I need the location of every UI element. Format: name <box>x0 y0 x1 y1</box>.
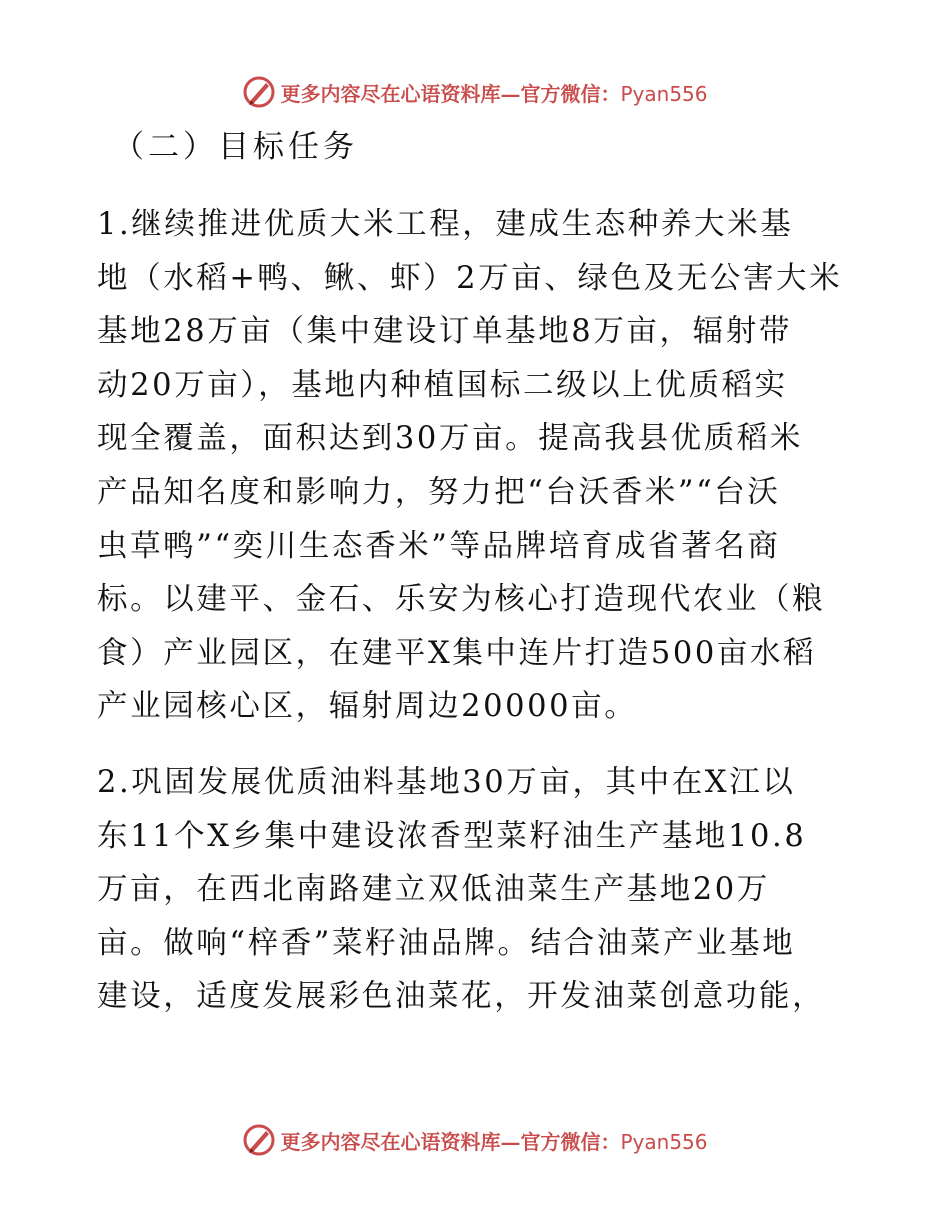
text-line: 东11个X乡集中建设浓香型菜籽油生产基地10.8 <box>97 818 807 854</box>
footer-watermark <box>0 1120 950 1160</box>
pen-logo-icon <box>242 75 276 109</box>
text-line: 建设，适度发展彩色油菜花，开发油菜创意功能， <box>97 979 826 1015</box>
text-line: 基地28万亩（集中建设订单基地8万亩，辐射带 <box>97 314 792 350</box>
text-line: 动20万亩），基地内种植国标二级以上优质稻实 <box>97 367 788 403</box>
text-line: 1.继续推进优质大米工程，建成生态种养大米基 <box>97 207 794 242</box>
document-body <box>97 118 857 1024</box>
text-line: 2.巩固发展优质油料基地30万亩，其中在X江以 <box>97 764 796 800</box>
text-line: 产品知名度和影响力，努力把“台沃香米”“台沃 <box>97 474 781 510</box>
paragraph-1 <box>97 198 857 734</box>
watermark-text: 更多内容尽在心语资料库—官方微信：Pyan556 <box>280 1129 708 1154</box>
text-line: 地（水稻+鸭、鳅、虾）2万亩、绿色及无公害大米 <box>97 260 843 296</box>
section-heading: （二）目标任务 <box>113 129 358 165</box>
header-watermark <box>0 72 950 112</box>
text-line: 食）产业园区，在建平X集中连片打造500亩水稻 <box>97 635 817 671</box>
text-line: 万亩，在西北南路建立双低油菜生产基地20万 <box>97 872 770 908</box>
text-line: 产业园核心区，辐射周边20000亩。 <box>97 689 638 725</box>
text-line: 标。以建平、金石、乐安为核心打造现代农业（粮 <box>97 582 826 618</box>
pen-logo-icon <box>242 1123 276 1157</box>
paragraph-2 <box>97 756 857 1024</box>
text-line: 亩。做响“梓香”菜籽油品牌。结合油菜产业基地 <box>97 925 796 961</box>
text-line: 现全覆盖，面积达到30万亩。提高我县优质稻米 <box>97 421 804 457</box>
watermark-text: 更多内容尽在心语资料库—官方微信：Pyan556 <box>280 81 708 106</box>
text-line: 虫草鸭”“奕川生态香米”等品牌培育成省著名商 <box>97 528 781 564</box>
